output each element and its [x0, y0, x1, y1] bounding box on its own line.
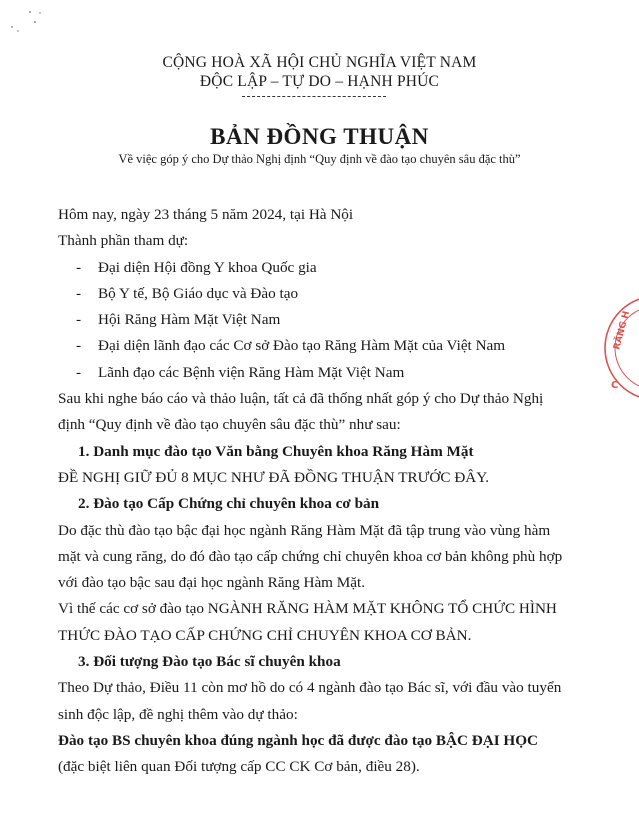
svg-text:C: C: [611, 380, 619, 391]
participant-item: [58, 360, 578, 386]
section-2-text: Do đặc thù đào tạo bậc đại học ngành Răng Hàm Mặt đã tập trung vào vùng hàm: [58, 521, 551, 539]
participant-text: Lãnh đạo các Bệnh viện Răng Hàm Mặt Việt Nam: [98, 363, 405, 381]
section-2-text: mặt và cung răng, do đó đào tạo cấp chứng chỉ chuyên khoa cơ bản không phù hợp: [58, 547, 563, 565]
list-dash: -: [76, 311, 82, 329]
section-heading-2: 2. Đào tạo Cấp Chứng chỉ chuyên khoa cơ bản: [78, 495, 380, 513]
section-3-text: sinh độc lập, đề nghị thêm vào dự thảo:: [58, 705, 298, 723]
document-body: [58, 202, 578, 781]
list-dash: -: [76, 284, 82, 302]
participants-label: Thành phần tham dự:: [58, 232, 189, 250]
national-motto-line-1: CỘNG HOÀ XÃ HỘI CHỦ NGHĨA VIỆT NAM: [162, 54, 477, 71]
participant-item: [58, 307, 578, 333]
red-seal-stamp: [595, 288, 639, 408]
section-2-text: Vì thế các cơ sở đào tạo NGÀNH RĂNG HÀM MẶT KHÔNG TỔ CHỨC HÌNH: [58, 600, 557, 618]
participant-item: [58, 281, 578, 307]
participant-text: Đại diện Hội đồng Y khoa Quốc gia: [98, 258, 317, 276]
document-subtitle: Về việc góp ý cho Dự thảo Nghị định “Quy định về đào tạo chuyên sâu đặc thù”: [118, 152, 521, 166]
participant-text: Đại diện lãnh đạo các Cơ sở Đào tạo Răng Hàm Mặt của Việt Nam: [98, 337, 506, 355]
svg-text:RĂNG H: RĂNG H: [612, 310, 633, 351]
participant-text: Hội Răng Hàm Mặt Việt Nam: [98, 311, 281, 329]
section-heading-1: 1. Danh mục đào tạo Văn bằng Chuyên khoa Răng Hàm Mặt: [78, 442, 474, 460]
scan-artifact-specks: [0, 0, 60, 40]
section-2-text: THỨC ĐÀO TẠO CẤP CHỨNG CHỈ CHUYÊN KHOA CƠ BẢN.: [58, 626, 472, 644]
section-heading-3: 3. Đối tượng Đào tạo Bác sĩ chuyên khoa: [78, 653, 341, 671]
list-dash: -: [76, 337, 82, 355]
document-title: BẢN ĐỒNG THUẬN: [210, 124, 429, 149]
agreement-text-line: định “Quy định về đào tạo chuyên sâu đặc thù” như sau:: [58, 416, 401, 434]
participant-text: Bộ Y tế, Bộ Giáo dục và Đào tạo: [98, 284, 299, 302]
section-2-text: với đào tạo bậc sau đại học ngành Răng Hàm Mặt.: [58, 574, 366, 592]
participant-item: [58, 333, 578, 359]
agreement-text-line: Sau khi nghe báo cáo và thảo luận, tất cả đã thống nhất góp ý cho Dự thảo Nghị: [58, 390, 544, 408]
header-divider: [242, 96, 386, 97]
section-3-text: Theo Dự thảo, Điều 11 còn mơ hồ do có 4 ngành đào tạo Bác sĩ, với đầu vào tuyển: [58, 679, 562, 697]
section-3-proposal: Đào tạo BS chuyên khoa đúng ngành học đã được đào tạo BẬC ĐẠI HỌC: [58, 731, 539, 749]
list-dash: -: [76, 363, 82, 381]
date-line: Hôm nay, ngày 23 tháng 5 năm 2024, tại Hà Nội: [58, 206, 354, 223]
section-1-text: ĐỀ NGHỊ GIỮ ĐỦ 8 MỤC NHƯ ĐÃ ĐỒNG THUẬN TRƯỚC ĐÂY.: [58, 468, 490, 486]
participant-item: [58, 255, 578, 281]
national-motto-line-2: ĐỘC LẬP – TỰ DO – HẠNH PHÚC: [199, 73, 440, 90]
section-3-note: (đặc biệt liên quan Đối tượng cấp CC CK Cơ bản, điều 28).: [58, 758, 420, 776]
list-dash: -: [76, 258, 82, 276]
